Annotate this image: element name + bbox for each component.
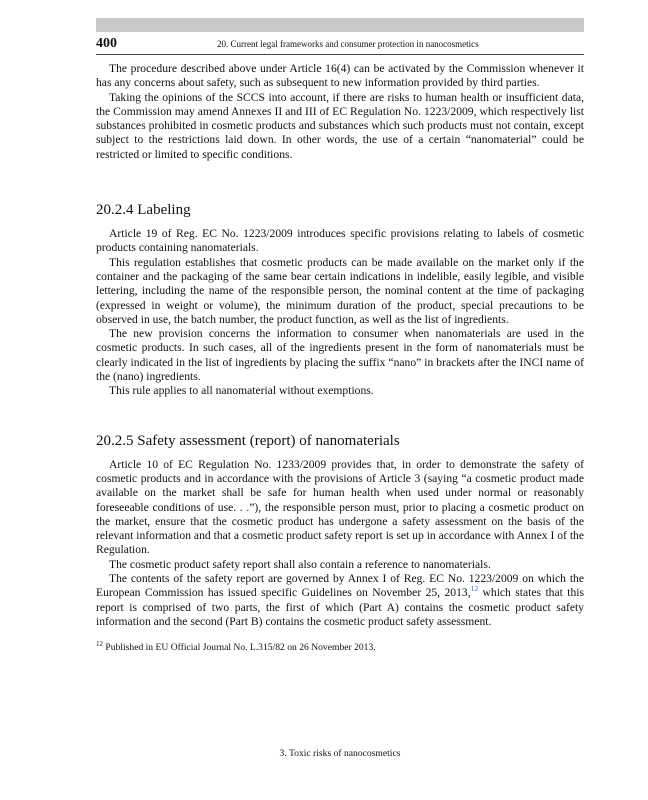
header-bar: [96, 18, 584, 32]
paragraph: Taking the opinions of the SCCS into account, if there are risks to human health or insufficient data, the Commission may amend Annexes II and III of EC Regulation No. 1223/2009, which respectively list substances prohibited in cosmetic products and substances which such products must not contain, except subject to the restrictions laid down. In other words, the use of a certain “nanomaterial” could be restricted or limited to specific conditions.: [96, 90, 584, 161]
running-head: 20. Current legal frameworks and consumer protection in nanocosmetics: [217, 39, 479, 49]
section-heading-labeling: 20.2.4 Labeling: [96, 202, 191, 219]
paragraph: This regulation establishes that cosmetic products can be made available on the market only if the container and the packaging of the same bear certain indications in indelible, easily legible, and visible lettering, including the name of the responsible person, the nominal content at the time of packaging (expressed in weight or volume), the minimum duration of the product, special precautions to be observed in use, the batch number, the product function, as well as the list of ingredients.: [96, 255, 584, 326]
footnote-reference-link[interactable]: 12: [470, 584, 479, 594]
paragraph: The cosmetic product safety report shall also contain a reference to nanomaterials.: [109, 557, 491, 571]
page-footer: 3. Toxic risks of nanocosmetics: [279, 748, 401, 759]
paragraph-text: which states that this report is comprised of two parts, the first of which (Part A) contains the cosmetic product safety information and the second (Part B) contains the cosmetic product safety assessment.: [96, 586, 584, 628]
footnote: [96, 642, 584, 654]
page-number: 400: [96, 36, 117, 51]
paragraph: The new provision concerns the information to consumer when nanomaterials are used in the cosmetic products. In such cases, all of the ingredients present in the form of nanomaterials must be clearly indicated in the list of ingredients by placing the suffix “nano” in brackets after the INCI name of the (nano) ingredients.: [96, 327, 584, 384]
paragraph: This rule applies to all nanomaterial without exemptions.: [109, 384, 374, 398]
footnote-text: Published in EU Official Journal No. L.315/82 on 26 November 2013.: [103, 642, 376, 654]
page-header: [96, 34, 584, 55]
paragraph: Article 10 of EC Regulation No. 1233/2009 provides that, in order to demonstrate the safety of cosmetic products and in accordance with the provisions of Article 3 (saying “a cosmetic product made available on the market shall be safe for human health when used under normal or reasonably foreseeable conditions of use. . .”), the responsible person must, prior to placing a cosmetic product on the market, ensure that the cosmetic product has undergone a safety assessment on the basis of the relevant information and that a cosmetic product safety report is set up in accordance with Annex I of the Regulation.: [96, 457, 584, 557]
paragraph-text: The contents of the safety report are governed by Annex I of Reg. EC No. 1223/2009 on which the European Commission has issued specific Guidelines on November 25, 2013,: [96, 572, 584, 600]
paragraph: [96, 572, 584, 629]
paragraph: Article 19 of Reg. EC No. 1223/2009 introduces specific provisions relating to labels of cosmetic products containing nanomaterials.: [96, 227, 584, 255]
footnote-number: 12: [96, 640, 103, 649]
section-heading-safety-assessment: 20.2.5 Safety assessment (report) of nanomaterials: [96, 432, 400, 449]
paragraph: The procedure described above under Article 16(4) can be activated by the Commission whenever it has any concerns about safety, such as subsequent to new information provided by third parties.: [96, 62, 584, 90]
page-body: [96, 62, 584, 654]
